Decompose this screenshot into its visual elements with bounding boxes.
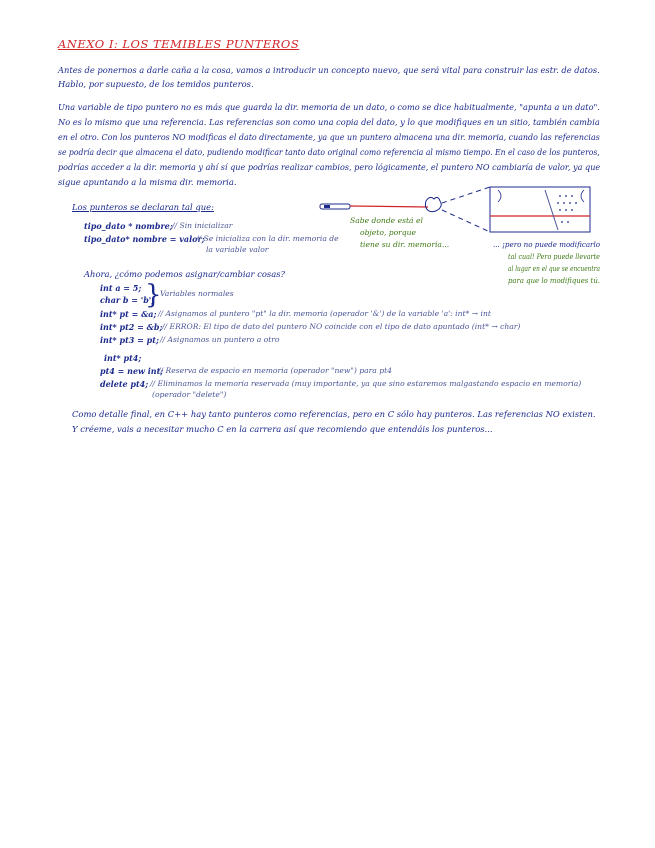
definition-line-3: en el otro. Con los punteros NO modificas el dato directamente, ya que un puntero almacena una dir. memoria, cuando las referencias <box>58 132 600 142</box>
assign-comment-3: // Asignamos un puntero a otro <box>160 335 280 344</box>
assign-heading: Ahora, ¿cómo podemos asignar/cambiar cosas? <box>84 269 286 279</box>
figure-note-left-3: tiene su dir. memoria... <box>360 240 450 249</box>
field-board-icon <box>490 187 590 232</box>
assign-comment-7: (operador "delete") <box>152 390 227 399</box>
figure-note-left-2: objeto, porque <box>360 228 417 237</box>
definition-line-4: se podría decir que almacena el dato, pudiendo modificar tanto dato original como referencia al mismo tiempo. En el caso de los punteros, <box>58 147 600 157</box>
intro-line-2: Hablo, por supuesto, de los temidos punteros. <box>58 79 254 89</box>
assign-vars-comment: Variables normales <box>160 289 234 298</box>
assign-code-4: int* pt4; <box>104 353 142 363</box>
figure-note-right-4: para que lo modifiques tú. <box>508 276 600 285</box>
assign-comment-5: // Reserva de espacio en memoria (operador "new") para pt4 <box>158 366 392 375</box>
figure-note-right-1: ... ¡pero no puede modificarlo <box>493 240 601 249</box>
assign-comment-1: // Asignamos al puntero "pt" la dir. memoria (operador '&') de la variable 'a': int* → int <box>158 309 491 318</box>
assign-code-5: pt4 = new int; <box>100 366 164 376</box>
definition-line-5: podrías acceder a la dir. memoria y ahí sí que podrías realizar cambios, pero lógicamente, el puntero NO cambiaría de valor, ya que <box>58 162 601 172</box>
definition-line-2: No es lo mismo que una referencia. Las referencias son como una copia del dato, y lo que modifiques en un sitio, también cambia <box>58 117 600 127</box>
assign-code-1: int* pt = &a; <box>100 309 157 319</box>
assign-comment-6: // Eliminamos la memoria reservada (muy importante, ya que sino estaremos malgastando espacio en memoria) <box>150 379 582 388</box>
dots-grid <box>557 195 577 223</box>
closing-line-2: Y créeme, vais a necesitar mucho C en la carrera así que recomiendo que entendáis los punteros... <box>72 424 493 434</box>
assign-code-2: int* pt2 = &b; <box>100 322 163 332</box>
assign-code-6: delete pt4; <box>100 379 149 389</box>
laser-beam <box>350 206 428 207</box>
intro-line-1: Antes de ponernos a darle caña a la cosa, vamos a introducir un concepto nuevo, que será vital para construir las estr. de datos. <box>58 65 600 75</box>
declare-code-2: tipo_dato* nombre = valor; <box>84 234 205 244</box>
hand-icon <box>425 197 441 211</box>
declare-comment-1: // Sin inicializar <box>172 221 233 230</box>
figure-note-left-1: Sabe donde está el <box>350 216 423 225</box>
brace-icon: } <box>145 280 162 310</box>
assign-var-1: int a = 5; <box>100 283 142 293</box>
figure-note-right-3: al lugar en el que se encuentra <box>508 264 601 273</box>
declare-heading: Los punteros se declaran tal que: <box>72 202 214 212</box>
assign-var-2: char b = 'b'; <box>100 295 155 305</box>
declare-comment-3: la variable valor <box>206 245 269 254</box>
assign-comment-2: // ERROR: El tipo de dato del puntero NO coincide con el tipo de dato apuntado (int* → char) <box>162 322 521 331</box>
page-title: ANEXO I: LOS TEMIBLES PUNTEROS <box>58 37 300 51</box>
assign-code-3: int* pt3 = pt; <box>100 335 159 345</box>
definition-line-6: sigue apuntando a la misma dir. memoria. <box>58 177 237 187</box>
declare-comment-2: // Se inicializa con la dir. memoria de <box>196 234 339 243</box>
declare-code-1: tipo_dato * nombre; <box>84 221 173 231</box>
figure-note-right-2: tal cual! Pero puede llevarte <box>508 252 600 261</box>
definition-line-1: Una variable de tipo puntero no es más que guarda la dir. memoria de un dato, o como se dice habitualmente, "apunta a un dato". <box>58 102 600 112</box>
closing-line-1: Como detalle final, en C++ hay tanto punteros como referencias, pero en C sólo hay punteros. Las referencias NO existen. <box>72 409 596 419</box>
